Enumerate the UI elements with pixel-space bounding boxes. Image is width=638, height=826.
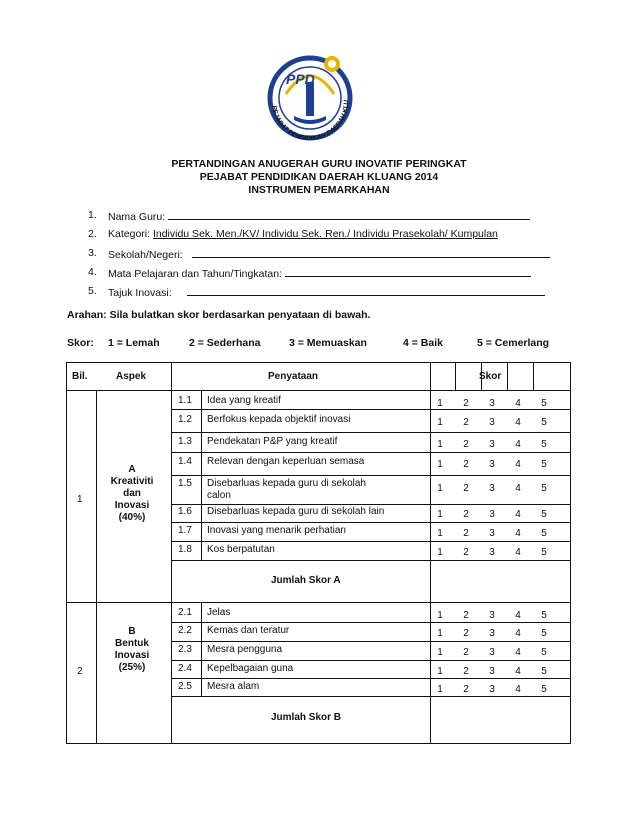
score-option-1[interactable]: 1 [437,547,443,558]
page-title-line-3: INSTRUMEN PEMARKAHAN [248,184,390,196]
score-option-1[interactable]: 1 [437,647,443,658]
score-option-3[interactable]: 3 [489,417,495,428]
score-option-4[interactable]: 4 [515,610,521,621]
score-option-4[interactable]: 4 [515,547,521,558]
score-option-5[interactable]: 5 [541,528,547,539]
score-option-1[interactable]: 1 [437,509,443,520]
criterion-number: 2.2 [178,625,192,636]
section-2-aspek: B Bentuk Inovasi (25%) [114,626,150,673]
score-option-1[interactable]: 1 [437,528,443,539]
section-1-aspek: A Kreativiti dan Inovasi (40%) [110,464,154,523]
criterion-number: 1.8 [178,544,192,555]
fill-line[interactable] [187,285,545,296]
table-rule [570,362,571,744]
criterion-number: 1.3 [178,436,192,447]
table-rule [171,541,571,542]
score-option-5[interactable]: 5 [541,509,547,520]
table-rule [66,390,571,391]
section-2-bil: 2 [77,666,83,677]
table-rule [455,362,456,390]
skor-level-5: 5 = Cemerlang [477,337,550,349]
table-rule [171,696,571,697]
score-option-4[interactable]: 4 [515,417,521,428]
table-rule [171,504,571,505]
header-skor: Skor [479,371,502,382]
skor-level-3: 3 = Memuaskan [289,337,367,349]
score-option-5[interactable]: 5 [541,647,547,658]
score-option-5[interactable]: 5 [541,398,547,409]
field-label: Mata Pelajaran dan Tahun/Tingkatan: [108,268,282,280]
score-option-5[interactable]: 5 [541,684,547,695]
score-option-3[interactable]: 3 [489,528,495,539]
table-rule [430,362,431,744]
score-option-1[interactable]: 1 [437,684,443,695]
score-option-5[interactable]: 5 [541,483,547,494]
criterion-text: Berfokus kepada objektif inovasi [207,414,351,425]
criterion-number: 2.3 [178,644,192,655]
score-option-2[interactable]: 2 [463,439,469,450]
score-option-3[interactable]: 3 [489,483,495,494]
criterion-number: 1.1 [178,395,192,406]
score-option-2[interactable]: 2 [463,666,469,677]
skor-level-4: 4 = Baik [403,337,443,349]
score-option-5[interactable]: 5 [541,610,547,621]
arahan-text: Arahan: Sila bulatkan skor berdasarkan penyataan di bawah. [67,309,371,321]
fill-line[interactable] [168,209,530,220]
criterion-number: 2.1 [178,607,192,618]
score-option-5[interactable]: 5 [541,439,547,450]
table-rule [533,362,534,390]
score-option-3[interactable]: 3 [489,684,495,695]
field-label: Sekolah/Negeri: [108,249,183,261]
score-option-4[interactable]: 4 [515,528,521,539]
score-option-3[interactable]: 3 [489,439,495,450]
score-option-5[interactable]: 5 [541,666,547,677]
table-rule [171,678,571,679]
score-option-4[interactable]: 4 [515,684,521,695]
score-option-4[interactable]: 4 [515,459,521,470]
score-option-4[interactable]: 4 [515,628,521,639]
jumlah-skor-a: Jumlah Skor A [271,575,341,586]
score-option-2[interactable]: 2 [463,647,469,658]
table-rule [171,409,571,410]
logo-ring-text: PEJABAT PENDIDIKAN DAERAH KLU [270,99,351,143]
criterion-text-cont: calon [207,490,231,501]
score-option-1[interactable]: 1 [437,610,443,621]
skor-level-2: 2 = Sederhana [189,337,261,349]
score-option-1[interactable]: 1 [437,459,443,470]
skor-level-1: 1 = Lemah [108,337,160,349]
table-rule [171,522,571,523]
criterion-text: Inovasi yang menarik perhatian [207,525,346,536]
score-option-1[interactable]: 1 [437,417,443,428]
table-rule [171,641,571,642]
score-option-2[interactable]: 2 [463,528,469,539]
criterion-number: 2.5 [178,681,192,692]
score-option-3[interactable]: 3 [489,628,495,639]
score-option-1[interactable]: 1 [437,666,443,677]
score-option-4[interactable]: 4 [515,666,521,677]
table-rule [66,602,571,603]
criterion-text: Kepelbagaian guna [207,663,294,674]
table-rule [507,362,508,390]
score-option-2[interactable]: 2 [463,417,469,428]
table-rule [66,362,67,744]
score-option-5[interactable]: 5 [541,417,547,428]
table-rule [96,390,97,744]
criterion-number: 1.7 [178,525,192,536]
score-option-1[interactable]: 1 [437,398,443,409]
criterion-text: Disebarluas kepada guru di sekolah lain [207,506,385,517]
criterion-number: 1.6 [178,506,192,517]
criterion-text: Mesra pengguna [207,644,283,655]
criterion-text: Kemas dan teratur [207,625,290,636]
criterion-text: Pendekatan P&P yang kreatif [207,436,338,447]
fill-line[interactable] [192,247,550,258]
table-rule [171,452,571,453]
table-rule [171,622,571,623]
field-label: Tajuk Inovasi: [108,287,172,299]
score-option-3[interactable]: 3 [489,509,495,520]
score-option-2[interactable]: 2 [463,547,469,558]
section-1-bil: 1 [77,494,83,505]
scoring-table [66,362,571,744]
score-option-2[interactable]: 2 [463,398,469,409]
table-rule [201,603,202,696]
score-option-3[interactable]: 3 [489,647,495,658]
score-option-4[interactable]: 4 [515,439,521,450]
score-option-5[interactable]: 5 [541,547,547,558]
criterion-text: Disebarluas kepada guru di sekolah [207,478,366,489]
table-rule [171,432,571,433]
score-option-4[interactable]: 4 [515,509,521,520]
jumlah-skor-b: Jumlah Skor B [271,712,342,723]
score-option-2[interactable]: 2 [463,610,469,621]
field-label: Kategori: [108,228,151,240]
score-option-1[interactable]: 1 [437,628,443,639]
criterion-text: Jelas [207,607,231,618]
score-option-3[interactable]: 3 [489,459,495,470]
score-option-4[interactable]: 4 [515,483,521,494]
ppd-logo [250,36,370,156]
score-option-2[interactable]: 2 [463,684,469,695]
criterion-text: Relevan dengan keperluan semasa [207,456,365,467]
criterion-text: Idea yang kreatif [207,395,281,406]
score-option-1[interactable]: 1 [437,483,443,494]
score-option-2[interactable]: 2 [463,483,469,494]
table-rule [66,362,571,363]
page-title-line-2: PEJABAT PENDIDIKAN DAERAH KLUANG 2014 [199,171,439,183]
criterion-number: 2.4 [178,663,192,674]
score-option-2[interactable]: 2 [463,509,469,520]
criterion-number: 1.4 [178,456,192,467]
score-option-3[interactable]: 3 [489,398,495,409]
score-option-1[interactable]: 1 [437,439,443,450]
table-rule [171,660,571,661]
criterion-number: 1.5 [178,478,192,489]
score-option-3[interactable]: 3 [489,666,495,677]
fill-line[interactable] [285,266,531,277]
score-option-3[interactable]: 3 [489,547,495,558]
table-rule [171,475,571,476]
header-aspek: Aspek [116,371,147,382]
kategori-options[interactable]: Individu Sek. Men./KV/ Individu Sek. Ren./ Individu Prasekolah/ Kumpulan [152,228,498,240]
table-rule [66,743,571,744]
score-option-4[interactable]: 4 [515,398,521,409]
table-rule [171,560,571,561]
score-option-4[interactable]: 4 [515,647,521,658]
table-rule [171,362,172,744]
criterion-number: 1.2 [178,414,192,425]
field-label: Nama Guru: [108,211,166,223]
header-penyataan: Penyataan [268,371,319,382]
criterion-text: Kos berpatutan [207,544,275,555]
score-option-2[interactable]: 2 [463,459,469,470]
logo-abbr: PPD [286,71,315,87]
score-option-5[interactable]: 5 [541,459,547,470]
page-title-line-1: PERTANDINGAN ANUGERAH GURU INOVATIF PERINGKAT [171,158,467,170]
skor-label: Skor: [67,337,94,349]
score-option-3[interactable]: 3 [489,610,495,621]
header-bil: Bil. [72,371,88,382]
criterion-text: Mesra alam [207,681,260,692]
score-option-2[interactable]: 2 [463,628,469,639]
score-option-5[interactable]: 5 [541,628,547,639]
